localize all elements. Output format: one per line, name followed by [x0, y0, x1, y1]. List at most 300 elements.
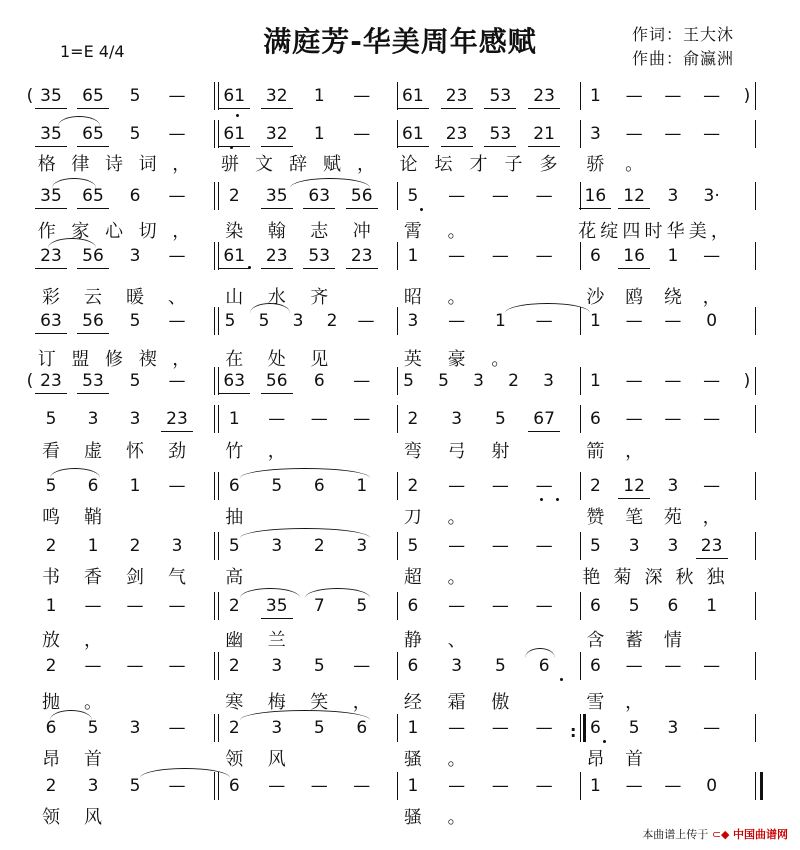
- note: —: [168, 186, 186, 206]
- lyric-char: 、: [447, 630, 466, 651]
- note: 35: [33, 124, 69, 144]
- lyric-char: 修: [105, 349, 123, 370]
- note: 3: [628, 536, 640, 556]
- note: 1: [589, 311, 601, 331]
- lyric-char: 四: [622, 221, 641, 242]
- notation-row: [0, 770, 800, 802]
- notation-row: [0, 365, 800, 397]
- lyric-char: 辞: [289, 154, 307, 175]
- lyric-char: ，: [625, 692, 644, 713]
- barline: [397, 714, 398, 742]
- lyric-char: 菊: [613, 567, 632, 588]
- note: 3: [356, 536, 368, 556]
- note: 1: [313, 86, 325, 106]
- note: 2: [228, 718, 240, 738]
- note: 5: [45, 476, 57, 496]
- note: 6: [228, 476, 240, 496]
- note: ): [743, 86, 751, 106]
- note: 3: [667, 186, 679, 206]
- lyric-char: 骄: [586, 154, 605, 175]
- lyric-char: 在: [225, 349, 244, 370]
- lyric-char: 绕: [663, 287, 682, 308]
- notation-row: [0, 712, 800, 744]
- note: —: [491, 186, 509, 206]
- note: 3·: [703, 186, 720, 206]
- note: 65: [75, 86, 111, 106]
- note: 1: [407, 776, 419, 796]
- lyric-char: 幽: [225, 630, 244, 651]
- note: —: [703, 124, 721, 144]
- note: —: [491, 536, 509, 556]
- barline: [580, 120, 581, 148]
- note: 23: [439, 124, 475, 144]
- note: 63: [301, 186, 337, 206]
- lyric-char: ，: [702, 507, 721, 528]
- note: 5: [407, 186, 419, 206]
- notation-row: [0, 590, 800, 622]
- barline: [218, 714, 219, 742]
- note: 2: [589, 476, 601, 496]
- note: 3: [129, 409, 141, 429]
- lyric-char: 子: [504, 154, 523, 175]
- barline: [214, 307, 215, 335]
- barline: [580, 652, 581, 680]
- page-title: 满庭芳-华美周年感赋: [263, 25, 537, 58]
- note: 5: [438, 371, 449, 391]
- lyric-char: 放: [42, 630, 60, 651]
- note: —: [168, 86, 186, 106]
- footer-site-name: 中国曲谱网: [733, 828, 788, 841]
- note: 6: [45, 718, 57, 738]
- barline: [218, 405, 219, 433]
- note: —: [625, 776, 643, 796]
- lyric-char: 箭: [586, 441, 605, 462]
- lyric-char: 弓: [447, 441, 466, 462]
- lyric-char: 兰: [267, 630, 286, 651]
- note: —: [168, 776, 186, 796]
- note: 61: [216, 124, 252, 144]
- note: 35: [259, 186, 295, 206]
- note: —: [126, 656, 144, 676]
- octave-dot: [248, 266, 251, 269]
- lyric-char: 笔: [625, 507, 644, 528]
- lyric-char: 彩: [42, 287, 60, 308]
- barline: [214, 532, 215, 560]
- repeat-dots: :: [570, 722, 577, 741]
- lyric-char: 。: [447, 567, 466, 588]
- note: —: [353, 656, 371, 676]
- note: 1: [45, 596, 57, 616]
- note: 53: [301, 246, 337, 266]
- lyrics-row: [0, 563, 800, 591]
- note: 6: [228, 776, 240, 796]
- note: —: [448, 596, 466, 616]
- lyric-char: 刀: [403, 507, 422, 528]
- note: —: [625, 124, 643, 144]
- lyricist-credit: 作词：王大沐: [632, 25, 735, 44]
- barline: [580, 405, 581, 433]
- note: 3: [589, 124, 601, 144]
- lyric-char: 深: [644, 567, 663, 588]
- lyric-char: 处: [267, 349, 286, 370]
- lyric-char: 格: [37, 154, 56, 175]
- note: 23: [259, 246, 295, 266]
- lyric-char: 鸥: [625, 287, 644, 308]
- lyric-char: 昂: [586, 749, 605, 770]
- barline: [214, 120, 215, 148]
- lyric-char: 抽: [225, 507, 244, 528]
- note: 3: [87, 409, 99, 429]
- lyric-char: 静: [403, 630, 422, 651]
- barline: [397, 532, 398, 560]
- lyric-char: 剑: [126, 567, 144, 588]
- lyric-char: 。: [447, 287, 466, 308]
- notation-row: [0, 118, 800, 150]
- barline: [397, 652, 398, 680]
- lyric-char: 含: [586, 630, 605, 651]
- note: —: [625, 371, 643, 391]
- lyric-char: 。: [491, 349, 510, 370]
- note: 3: [271, 656, 283, 676]
- lyric-char: 冲: [352, 221, 371, 242]
- lyric-char: 见: [310, 349, 329, 370]
- note: 23: [526, 86, 562, 106]
- note: —: [491, 476, 509, 496]
- note: 32: [259, 124, 295, 144]
- note: 2: [45, 656, 57, 676]
- note: —: [625, 86, 643, 106]
- note: —: [625, 311, 643, 331]
- lyric-char: ，: [84, 630, 102, 651]
- lyric-char: 气: [168, 567, 186, 588]
- lyric-char: 。: [447, 749, 466, 770]
- note: 7: [313, 596, 325, 616]
- lyric-char: 骈: [221, 154, 239, 175]
- note: 6: [589, 718, 601, 738]
- lyric-char: 傲: [491, 692, 510, 713]
- note: 6: [407, 596, 419, 616]
- lyric-char: 苑: [663, 507, 682, 528]
- lyric-char: 笑: [310, 692, 329, 713]
- note: —: [357, 311, 375, 331]
- lyric-char: 蓄: [625, 630, 644, 651]
- note: 2: [45, 776, 57, 796]
- lyric-char: 豪: [447, 349, 466, 370]
- barline: [580, 714, 581, 742]
- note: 0: [706, 776, 718, 796]
- lyric-char: 暖: [126, 287, 144, 308]
- note: 63: [33, 311, 69, 331]
- lyric-char: ，: [267, 441, 286, 462]
- note: 35: [33, 86, 69, 106]
- lyric-char: 怀: [126, 441, 144, 462]
- octave-dot: [560, 678, 563, 681]
- note: 56: [344, 186, 380, 206]
- note: 61: [216, 246, 252, 266]
- lyric-char: 云: [84, 287, 102, 308]
- note: 35: [33, 186, 69, 206]
- lyric-char: 花: [578, 221, 597, 242]
- barline: [755, 592, 756, 620]
- note: 2: [228, 596, 240, 616]
- note: —: [664, 776, 682, 796]
- note: —: [535, 776, 553, 796]
- lyric-char: ，: [702, 287, 721, 308]
- barline: [755, 652, 756, 680]
- footer-note: [642, 826, 788, 842]
- lyric-char: 。: [447, 507, 466, 528]
- barline: [214, 242, 215, 270]
- note: 2: [129, 536, 141, 556]
- lyric-char: 竹: [225, 441, 244, 462]
- barline: [580, 82, 581, 110]
- note: 6: [589, 246, 601, 266]
- note: 61: [395, 124, 431, 144]
- note: 6: [356, 718, 368, 738]
- barline: [214, 367, 215, 395]
- note: 6: [667, 596, 679, 616]
- note: —: [703, 371, 721, 391]
- barline: [218, 120, 219, 148]
- barline: [214, 592, 215, 620]
- octave-dot: [603, 740, 606, 743]
- note: —: [535, 186, 553, 206]
- note: —: [353, 86, 371, 106]
- note: 3: [473, 371, 484, 391]
- lyric-char: 心: [105, 221, 123, 242]
- note: 3: [407, 311, 419, 331]
- note: (: [26, 86, 34, 106]
- lyric-char: 骚: [403, 749, 422, 770]
- notation-row: [0, 530, 800, 562]
- note: 6: [129, 186, 141, 206]
- barline: [214, 472, 215, 500]
- notation-row: [0, 240, 800, 272]
- lyric-char: 多: [539, 154, 558, 175]
- lyric-char: 、: [168, 287, 186, 308]
- lyric-char: ，: [172, 349, 191, 370]
- lyric-char: 论: [399, 154, 418, 175]
- note: —: [353, 776, 371, 796]
- note: 1: [589, 86, 601, 106]
- barline: [218, 652, 219, 680]
- note: 5: [129, 371, 141, 391]
- note: 53: [482, 124, 518, 144]
- notation-row: [0, 180, 800, 212]
- barline: [755, 242, 756, 270]
- note: (: [26, 371, 34, 391]
- note: 1: [356, 476, 368, 496]
- lyric-char: 词: [138, 154, 157, 175]
- lyric-char: 弯: [403, 441, 422, 462]
- note: —: [448, 718, 466, 738]
- note: 2: [313, 536, 325, 556]
- note: —: [168, 718, 186, 738]
- lyric-char: 赋: [323, 154, 341, 175]
- lyric-char: 骚: [403, 807, 422, 828]
- notation-row: [0, 470, 800, 502]
- barline: [214, 405, 215, 433]
- lyric-char: 坛: [434, 154, 453, 175]
- barline: [580, 772, 581, 800]
- note: 3: [271, 718, 283, 738]
- note: —: [703, 409, 721, 429]
- lyric-char: 。: [84, 692, 102, 713]
- lyric-char: ，: [710, 221, 729, 242]
- note: 23: [344, 246, 380, 266]
- barline: [580, 182, 581, 210]
- lyric-char: ，: [172, 221, 191, 242]
- note: 53: [75, 371, 111, 391]
- note: 1: [706, 596, 718, 616]
- notation-row: [0, 80, 800, 112]
- lyric-char: 首: [84, 749, 102, 770]
- note: 61: [216, 86, 252, 106]
- note: 1: [494, 311, 506, 331]
- lyric-char: 雪: [586, 692, 605, 713]
- note: 63: [216, 371, 252, 391]
- footer-upload-text: 本曲谱上传于: [642, 828, 709, 841]
- note: —: [664, 124, 682, 144]
- lyric-char: 美: [688, 221, 707, 242]
- note: 1: [228, 409, 240, 429]
- note: 16: [616, 246, 652, 266]
- note: —: [268, 409, 286, 429]
- note: 3: [451, 409, 463, 429]
- barline: [755, 405, 756, 433]
- note: —: [535, 311, 553, 331]
- key-signature: 1=E 4/4: [60, 42, 125, 61]
- note: 3: [543, 371, 554, 391]
- note: 67: [526, 409, 562, 429]
- note: —: [353, 371, 371, 391]
- note: 1: [407, 246, 419, 266]
- barline: [397, 242, 398, 270]
- lyric-char: 山: [225, 287, 244, 308]
- note: 2: [45, 536, 57, 556]
- barline: [580, 472, 581, 500]
- lyric-char: 艳: [582, 567, 601, 588]
- note: 56: [75, 246, 111, 266]
- lyric-char: 风: [84, 807, 102, 828]
- note: 6: [407, 656, 419, 676]
- lyric-char: 家: [71, 221, 90, 242]
- barline: [397, 182, 398, 210]
- note: —: [703, 656, 721, 676]
- note: 3: [667, 718, 679, 738]
- lyric-char: 诗: [105, 154, 123, 175]
- lyric-char: 时: [644, 221, 663, 242]
- note: —: [168, 371, 186, 391]
- barline: [397, 307, 398, 335]
- barline: [218, 367, 219, 395]
- lyric-char: 霜: [447, 692, 466, 713]
- note: 21: [526, 124, 562, 144]
- note: —: [353, 124, 371, 144]
- note: 3: [271, 536, 283, 556]
- barline: [218, 82, 219, 110]
- lyrics-row: [0, 150, 800, 178]
- lyric-char: 秋: [675, 567, 694, 588]
- note: —: [84, 596, 102, 616]
- note: —: [703, 718, 721, 738]
- barline: [580, 367, 581, 395]
- barline: [214, 82, 215, 110]
- barline: [218, 242, 219, 270]
- note: 3: [129, 718, 141, 738]
- barline: [218, 307, 219, 335]
- note: 23: [159, 409, 195, 429]
- note: —: [491, 596, 509, 616]
- note: —: [535, 718, 553, 738]
- lyric-char: 情: [663, 630, 682, 651]
- barline: [214, 652, 215, 680]
- note: —: [535, 476, 553, 496]
- lyric-char: 书: [42, 567, 60, 588]
- lyric-char: 领: [42, 807, 60, 828]
- note: ): [743, 371, 751, 391]
- note: 5: [628, 718, 640, 738]
- lyric-char: 华: [666, 221, 685, 242]
- note: 5: [129, 124, 141, 144]
- note: 5: [45, 409, 57, 429]
- octave-dot: [236, 114, 239, 117]
- lyric-char: ，: [357, 154, 375, 175]
- barline: [755, 120, 756, 148]
- notation-row: [0, 305, 800, 337]
- note: —: [448, 476, 466, 496]
- note: —: [448, 536, 466, 556]
- note: 1: [589, 776, 601, 796]
- lyric-char: 霄: [403, 221, 422, 242]
- note: —: [664, 311, 682, 331]
- lyric-char: 风: [267, 749, 286, 770]
- site-logo-icon: ⊂◆: [711, 828, 730, 841]
- note: —: [625, 409, 643, 429]
- notation-row: [0, 650, 800, 682]
- note: —: [268, 776, 286, 796]
- note: 5: [356, 596, 368, 616]
- barline: [218, 592, 219, 620]
- note: 5: [313, 656, 325, 676]
- lyric-char: 劲: [168, 441, 186, 462]
- lyric-char: 看: [42, 441, 60, 462]
- note: 1: [87, 536, 99, 556]
- lyric-char: 翰: [267, 221, 286, 242]
- barline: [755, 532, 756, 560]
- note: 23: [694, 536, 730, 556]
- note: 5: [224, 311, 236, 331]
- note: 12: [616, 476, 652, 496]
- note: —: [448, 186, 466, 206]
- note: 2: [326, 311, 338, 331]
- note: 5: [228, 536, 240, 556]
- lyric-char: 梅: [267, 692, 286, 713]
- barline: [214, 182, 215, 210]
- note: 16: [577, 186, 613, 206]
- note: —: [535, 596, 553, 616]
- note: 12: [616, 186, 652, 206]
- note: —: [168, 656, 186, 676]
- octave-dot: [230, 146, 233, 149]
- lyric-char: 文: [255, 154, 273, 175]
- barline: [397, 367, 398, 395]
- note: —: [353, 409, 371, 429]
- note: 5: [129, 311, 141, 331]
- note: —: [703, 476, 721, 496]
- note: 35: [259, 596, 295, 616]
- note: 3: [87, 776, 99, 796]
